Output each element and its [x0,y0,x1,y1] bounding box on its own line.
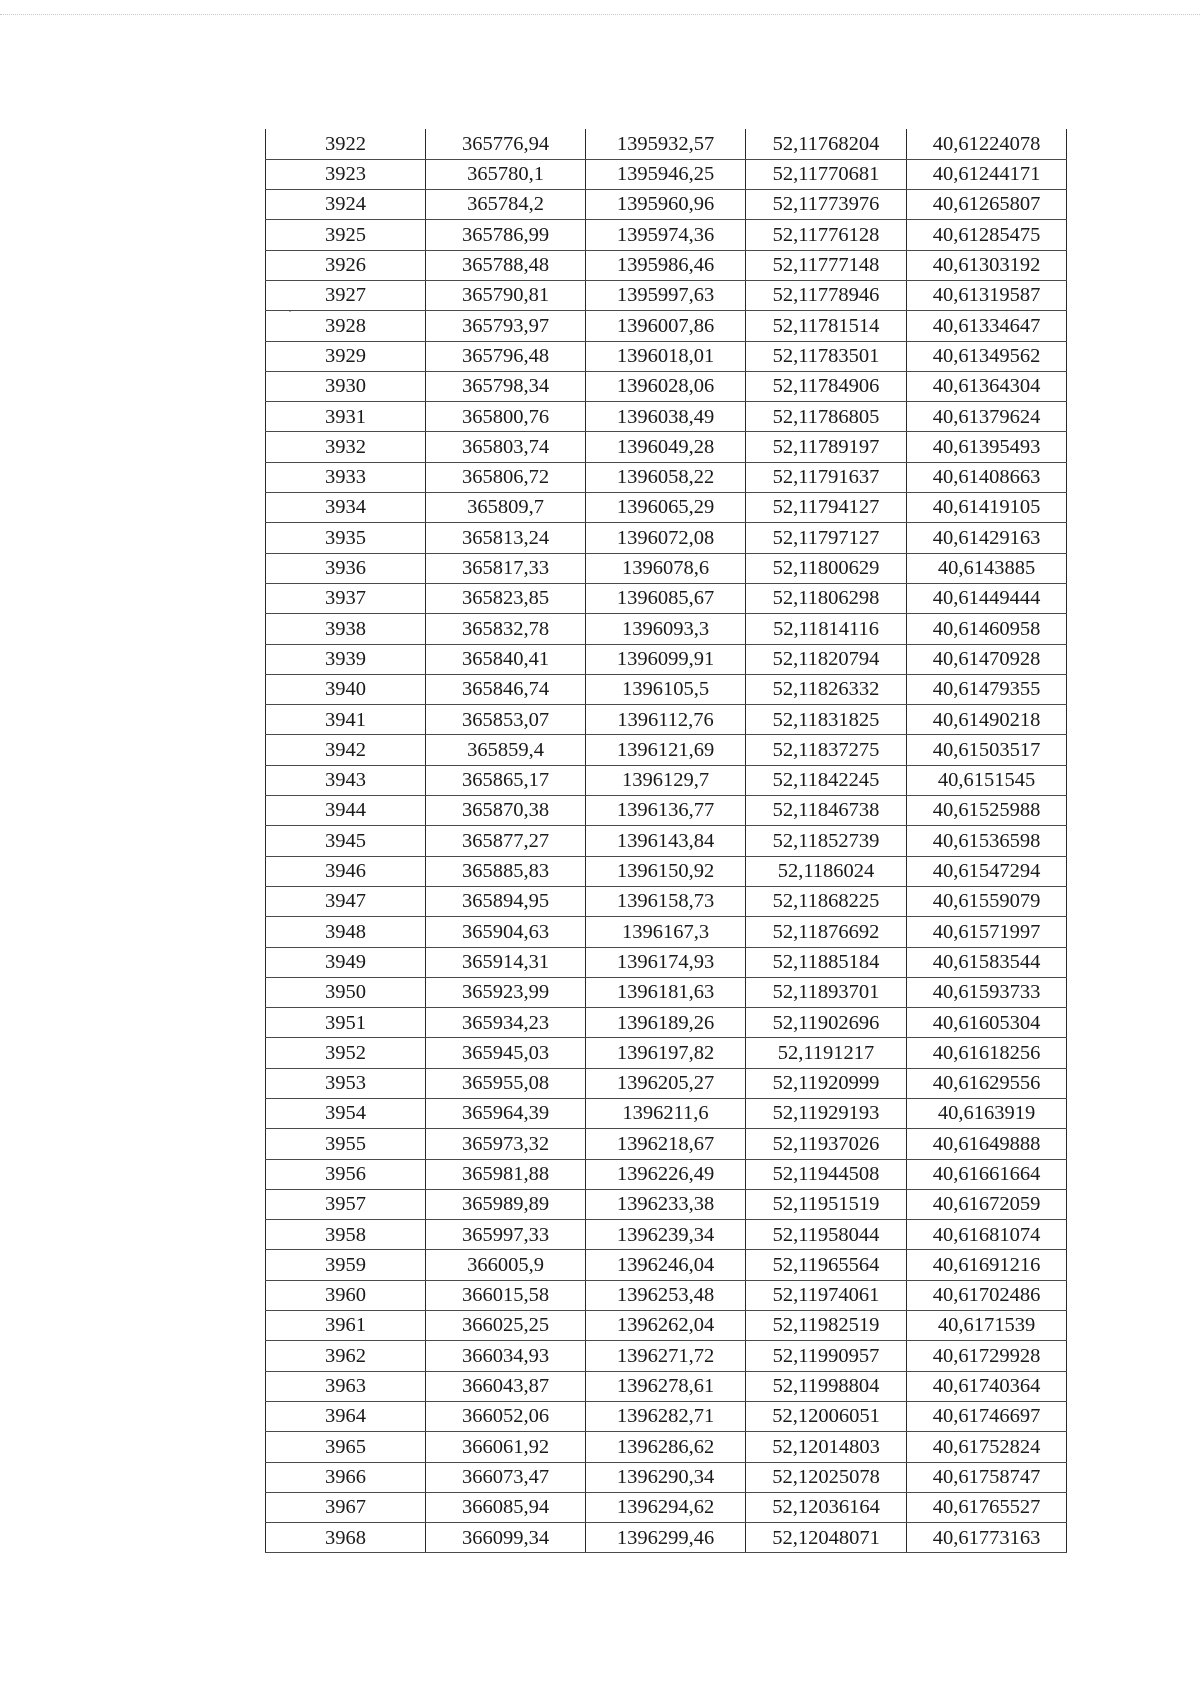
y-coordinate-cell: 1396121,69 [586,735,746,765]
x-coordinate-cell: 365964,39 [426,1099,586,1129]
y-coordinate-cell: 1396058,22 [586,462,746,492]
x-coordinate-cell: 366043,87 [426,1371,586,1401]
longitude-cell: 40,61319587 [907,280,1067,310]
table-row [266,1068,1067,1098]
y-coordinate-cell: 1396150,92 [586,856,746,886]
latitude-cell: 52,11837275 [746,735,907,765]
longitude-cell: 40,61746697 [907,1401,1067,1431]
latitude-cell: 52,12025078 [746,1462,907,1492]
x-coordinate-cell: 365877,27 [426,826,586,856]
x-coordinate-cell: 365840,41 [426,644,586,674]
table-row [266,1280,1067,1310]
coordinates-table [265,129,1067,1553]
y-coordinate-cell: 1395932,57 [586,129,746,159]
x-coordinate-cell: 365784,2 [426,190,586,220]
point-number-cell: 3949 [266,947,426,977]
longitude-cell: 40,61629556 [907,1068,1067,1098]
point-number-cell: 3936 [266,553,426,583]
y-coordinate-cell: 1396078,6 [586,553,746,583]
longitude-cell: 40,61460958 [907,614,1067,644]
latitude-cell: 52,11826332 [746,674,907,704]
y-coordinate-cell: 1396253,48 [586,1280,746,1310]
point-number-cell: 3948 [266,917,426,947]
latitude-cell: 52,11965564 [746,1250,907,1280]
latitude-cell: 52,11777148 [746,250,907,280]
latitude-cell: 52,11831825 [746,705,907,735]
point-number-cell: 3933 [266,462,426,492]
x-coordinate-cell: 365989,89 [426,1189,586,1219]
y-coordinate-cell: 1396294,62 [586,1492,746,1522]
point-number-cell: 3947 [266,886,426,916]
point-number-cell: 3945 [266,826,426,856]
table-row [266,1038,1067,1068]
x-coordinate-cell: 365894,95 [426,886,586,916]
x-coordinate-cell: 365798,34 [426,371,586,401]
x-coordinate-cell: 365923,99 [426,977,586,1007]
latitude-cell: 52,11776128 [746,220,907,250]
y-coordinate-cell: 1396129,7 [586,765,746,795]
coordinates-table-body [266,129,1067,1553]
x-coordinate-cell: 365846,74 [426,674,586,704]
longitude-cell: 40,61470928 [907,644,1067,674]
longitude-cell: 40,61593733 [907,977,1067,1007]
point-number-cell: 3931 [266,402,426,432]
point-number-cell: 3956 [266,1159,426,1189]
y-coordinate-cell: 1395997,63 [586,280,746,310]
longitude-cell: 40,61525988 [907,796,1067,826]
longitude-cell: 40,6171539 [907,1311,1067,1341]
point-number-cell: 3966 [266,1462,426,1492]
x-coordinate-cell: 365823,85 [426,583,586,613]
x-coordinate-cell: 365796,48 [426,341,586,371]
x-coordinate-cell: 365817,33 [426,553,586,583]
latitude-cell: 52,11783501 [746,341,907,371]
point-number-cell: 3954 [266,1099,426,1129]
table-row [266,705,1067,735]
latitude-cell: 52,11920999 [746,1068,907,1098]
x-coordinate-cell: 366073,47 [426,1462,586,1492]
latitude-cell: 52,11794127 [746,493,907,523]
table-row [266,644,1067,674]
y-coordinate-cell: 1396233,38 [586,1189,746,1219]
point-number-cell: 3922 [266,129,426,159]
latitude-cell: 52,11944508 [746,1159,907,1189]
table-row [266,1401,1067,1431]
y-coordinate-cell: 1396049,28 [586,432,746,462]
table-row [266,553,1067,583]
latitude-cell: 52,11937026 [746,1129,907,1159]
latitude-cell: 52,11893701 [746,977,907,1007]
latitude-cell: 52,12014803 [746,1432,907,1462]
table-row [266,947,1067,977]
point-number-cell: 3960 [266,1280,426,1310]
table-row [266,402,1067,432]
latitude-cell: 52,11929193 [746,1099,907,1129]
point-number-cell: 3938 [266,614,426,644]
latitude-cell: 52,11842245 [746,765,907,795]
table-row [266,341,1067,371]
y-coordinate-cell: 1396099,91 [586,644,746,674]
latitude-cell: 52,11773976 [746,190,907,220]
x-coordinate-cell: 366052,06 [426,1401,586,1431]
y-coordinate-cell: 1396112,76 [586,705,746,735]
y-coordinate-cell: 1396065,29 [586,493,746,523]
table-row [266,129,1067,159]
latitude-cell: 52,11778946 [746,280,907,310]
x-coordinate-cell: 365793,97 [426,311,586,341]
point-number-cell: 3950 [266,977,426,1007]
table-row [266,190,1067,220]
longitude-cell: 40,6151545 [907,765,1067,795]
longitude-cell: 40,61649888 [907,1129,1067,1159]
table-row [266,977,1067,1007]
longitude-cell: 40,61672059 [907,1189,1067,1219]
x-coordinate-cell: 365853,07 [426,705,586,735]
latitude-cell: 52,11770681 [746,159,907,189]
latitude-cell: 52,11814116 [746,614,907,644]
point-number-cell: 3942 [266,735,426,765]
table-row [266,1432,1067,1462]
y-coordinate-cell: 1396211,6 [586,1099,746,1129]
x-coordinate-cell: 365809,7 [426,493,586,523]
table-row [266,735,1067,765]
longitude-cell: 40,61559079 [907,886,1067,916]
x-coordinate-cell: 365981,88 [426,1159,586,1189]
table-row [266,462,1067,492]
y-coordinate-cell: 1396205,27 [586,1068,746,1098]
x-coordinate-cell: 366015,58 [426,1280,586,1310]
latitude-cell: 52,11820794 [746,644,907,674]
x-coordinate-cell: 366025,25 [426,1311,586,1341]
x-coordinate-cell: 365800,76 [426,402,586,432]
y-coordinate-cell: 1396167,3 [586,917,746,947]
longitude-cell: 40,61490218 [907,705,1067,735]
longitude-cell: 40,61285475 [907,220,1067,250]
longitude-cell: 40,61758747 [907,1462,1067,1492]
y-coordinate-cell: 1396189,26 [586,1008,746,1038]
table-row [266,250,1067,280]
x-coordinate-cell: 365788,48 [426,250,586,280]
latitude-cell: 52,12048071 [746,1523,907,1553]
y-coordinate-cell: 1396158,73 [586,886,746,916]
x-coordinate-cell: 366085,94 [426,1492,586,1522]
x-coordinate-cell: 365859,4 [426,735,586,765]
x-coordinate-cell: 365776,94 [426,129,586,159]
y-coordinate-cell: 1396143,84 [586,826,746,856]
point-number-cell: 3964 [266,1401,426,1431]
longitude-cell: 40,61303192 [907,250,1067,280]
latitude-cell: 52,11786805 [746,402,907,432]
table-row [266,220,1067,250]
y-coordinate-cell: 1395960,96 [586,190,746,220]
longitude-cell: 40,61661664 [907,1159,1067,1189]
x-coordinate-cell: 365865,17 [426,765,586,795]
latitude-cell: 52,11791637 [746,462,907,492]
x-coordinate-cell: 365885,83 [426,856,586,886]
point-number-cell: 3967 [266,1492,426,1522]
table-row [266,159,1067,189]
table-row [266,1159,1067,1189]
table-row [266,371,1067,401]
y-coordinate-cell: 1396218,67 [586,1129,746,1159]
longitude-cell: 40,61773163 [907,1523,1067,1553]
x-coordinate-cell: 365806,72 [426,462,586,492]
point-number-cell: 3963 [266,1371,426,1401]
y-coordinate-cell: 1396226,49 [586,1159,746,1189]
y-coordinate-cell: 1396246,04 [586,1250,746,1280]
y-coordinate-cell: 1396290,34 [586,1462,746,1492]
longitude-cell: 40,61224078 [907,129,1067,159]
longitude-cell: 40,6143885 [907,553,1067,583]
latitude-cell: 52,11846738 [746,796,907,826]
longitude-cell: 40,61571997 [907,917,1067,947]
latitude-cell: 52,1191217 [746,1038,907,1068]
x-coordinate-cell: 365870,38 [426,796,586,826]
longitude-cell: 40,61449444 [907,583,1067,613]
longitude-cell: 40,61429163 [907,523,1067,553]
table-row [266,583,1067,613]
point-number-cell: 3941 [266,705,426,735]
longitude-cell: 40,61265807 [907,190,1067,220]
longitude-cell: 40,61583544 [907,947,1067,977]
latitude-cell: 52,11990957 [746,1341,907,1371]
x-coordinate-cell: 365786,99 [426,220,586,250]
x-coordinate-cell: 365780,1 [426,159,586,189]
point-number-cell: 3955 [266,1129,426,1159]
latitude-cell: 52,11781514 [746,311,907,341]
latitude-cell: 52,12006051 [746,1401,907,1431]
latitude-cell: 52,11797127 [746,523,907,553]
longitude-cell: 40,61408663 [907,462,1067,492]
y-coordinate-cell: 1396174,93 [586,947,746,977]
x-coordinate-cell: 366061,92 [426,1432,586,1462]
table-row [266,856,1067,886]
point-number-cell: 3928 [266,311,426,341]
point-number-cell: 3952 [266,1038,426,1068]
x-coordinate-cell: 366005,9 [426,1250,586,1280]
latitude-cell: 52,11789197 [746,432,907,462]
y-coordinate-cell: 1396038,49 [586,402,746,432]
x-coordinate-cell: 365945,03 [426,1038,586,1068]
longitude-cell: 40,61379624 [907,402,1067,432]
table-row [266,796,1067,826]
table-row [266,311,1067,341]
point-number-cell: 3965 [266,1432,426,1462]
point-number-cell: 3935 [266,523,426,553]
x-coordinate-cell: 365955,08 [426,1068,586,1098]
y-coordinate-cell: 1396072,08 [586,523,746,553]
y-coordinate-cell: 1396299,46 [586,1523,746,1553]
point-number-cell: 3951 [266,1008,426,1038]
x-coordinate-cell: 365803,74 [426,432,586,462]
point-number-cell: 3944 [266,796,426,826]
point-number-cell: 3959 [266,1250,426,1280]
longitude-cell: 40,61702486 [907,1280,1067,1310]
point-number-cell: 3923 [266,159,426,189]
latitude-cell: 52,11852739 [746,826,907,856]
table-row [266,765,1067,795]
table-row [266,1523,1067,1553]
point-number-cell: 3957 [266,1189,426,1219]
latitude-cell: 52,11982519 [746,1311,907,1341]
point-number-cell: 3939 [266,644,426,674]
x-coordinate-cell: 365904,63 [426,917,586,947]
point-number-cell: 3925 [266,220,426,250]
longitude-cell: 40,61618256 [907,1038,1067,1068]
y-coordinate-cell: 1396239,34 [586,1220,746,1250]
longitude-cell: 40,61334647 [907,311,1067,341]
y-coordinate-cell: 1396197,82 [586,1038,746,1068]
latitude-cell: 52,11885184 [746,947,907,977]
longitude-cell: 40,61681074 [907,1220,1067,1250]
latitude-cell: 52,11974061 [746,1280,907,1310]
point-number-cell: 3953 [266,1068,426,1098]
scan-top-edge [0,14,1200,15]
y-coordinate-cell: 1396286,62 [586,1432,746,1462]
point-number-cell: 3924 [266,190,426,220]
y-coordinate-cell: 1396271,72 [586,1341,746,1371]
point-number-cell: 3940 [266,674,426,704]
table-row [266,1189,1067,1219]
longitude-cell: 40,61349562 [907,341,1067,371]
y-coordinate-cell: 1396282,71 [586,1401,746,1431]
table-row [266,1341,1067,1371]
longitude-cell: 40,61729928 [907,1341,1067,1371]
table-row [266,1008,1067,1038]
table-row [266,886,1067,916]
point-number-cell: 3926 [266,250,426,280]
latitude-cell: 52,12036164 [746,1492,907,1522]
y-coordinate-cell: 1396085,67 [586,583,746,613]
point-number-cell: 3934 [266,493,426,523]
latitude-cell: 52,11876692 [746,917,907,947]
point-number-cell: 3943 [266,765,426,795]
latitude-cell: 52,11998804 [746,1371,907,1401]
y-coordinate-cell: 1396262,04 [586,1311,746,1341]
table-row [266,493,1067,523]
table-row [266,1371,1067,1401]
x-coordinate-cell: 365997,33 [426,1220,586,1250]
latitude-cell: 52,11868225 [746,886,907,916]
table-row [266,614,1067,644]
y-coordinate-cell: 1395946,25 [586,159,746,189]
table-row [266,432,1067,462]
table-row [266,917,1067,947]
latitude-cell: 52,11806298 [746,583,907,613]
point-number-cell: 3932 [266,432,426,462]
longitude-cell: 40,61605304 [907,1008,1067,1038]
y-coordinate-cell: 1395986,46 [586,250,746,280]
table-row [266,280,1067,310]
y-coordinate-cell: 1396105,5 [586,674,746,704]
longitude-cell: 40,6163919 [907,1099,1067,1129]
longitude-cell: 40,61691216 [907,1250,1067,1280]
point-number-cell: 3930 [266,371,426,401]
point-number-cell: 3968 [266,1523,426,1553]
point-number-cell: 3929 [266,341,426,371]
table-row [266,1099,1067,1129]
point-number-cell: 3962 [266,1341,426,1371]
longitude-cell: 40,61395493 [907,432,1067,462]
point-number-cell: 3958 [266,1220,426,1250]
longitude-cell: 40,61536598 [907,826,1067,856]
x-coordinate-cell: 365790,81 [426,280,586,310]
y-coordinate-cell: 1396136,77 [586,796,746,826]
x-coordinate-cell: 365832,78 [426,614,586,644]
longitude-cell: 40,61419105 [907,493,1067,523]
latitude-cell: 52,1186024 [746,856,907,886]
table-row [266,1462,1067,1492]
table-row [266,1220,1067,1250]
y-coordinate-cell: 1396181,63 [586,977,746,1007]
y-coordinate-cell: 1396007,86 [586,311,746,341]
y-coordinate-cell: 1396093,3 [586,614,746,644]
latitude-cell: 52,11800629 [746,553,907,583]
latitude-cell: 52,11902696 [746,1008,907,1038]
point-number-cell: 3946 [266,856,426,886]
longitude-cell: 40,61244171 [907,159,1067,189]
point-number-cell: 3961 [266,1311,426,1341]
y-coordinate-cell: 1396028,06 [586,371,746,401]
table-row [266,674,1067,704]
x-coordinate-cell: 365813,24 [426,523,586,553]
longitude-cell: 40,61740364 [907,1371,1067,1401]
x-coordinate-cell: 365914,31 [426,947,586,977]
y-coordinate-cell: 1396278,61 [586,1371,746,1401]
longitude-cell: 40,61547294 [907,856,1067,886]
y-coordinate-cell: 1395974,36 [586,220,746,250]
longitude-cell: 40,61479355 [907,674,1067,704]
table-row [266,1129,1067,1159]
table-row [266,1311,1067,1341]
y-coordinate-cell: 1396018,01 [586,341,746,371]
longitude-cell: 40,61765527 [907,1492,1067,1522]
point-number-cell: 3927 [266,280,426,310]
x-coordinate-cell: 366099,34 [426,1523,586,1553]
table-row [266,523,1067,553]
latitude-cell: 52,11768204 [746,129,907,159]
longitude-cell: 40,61364304 [907,371,1067,401]
x-coordinate-cell: 365934,23 [426,1008,586,1038]
latitude-cell: 52,11958044 [746,1220,907,1250]
table-row [266,1250,1067,1280]
table-row [266,1492,1067,1522]
point-number-cell: 3937 [266,583,426,613]
x-coordinate-cell: 365973,32 [426,1129,586,1159]
longitude-cell: 40,61752824 [907,1432,1067,1462]
latitude-cell: 52,11951519 [746,1189,907,1219]
x-coordinate-cell: 366034,93 [426,1341,586,1371]
latitude-cell: 52,11784906 [746,371,907,401]
longitude-cell: 40,61503517 [907,735,1067,765]
table-row [266,826,1067,856]
